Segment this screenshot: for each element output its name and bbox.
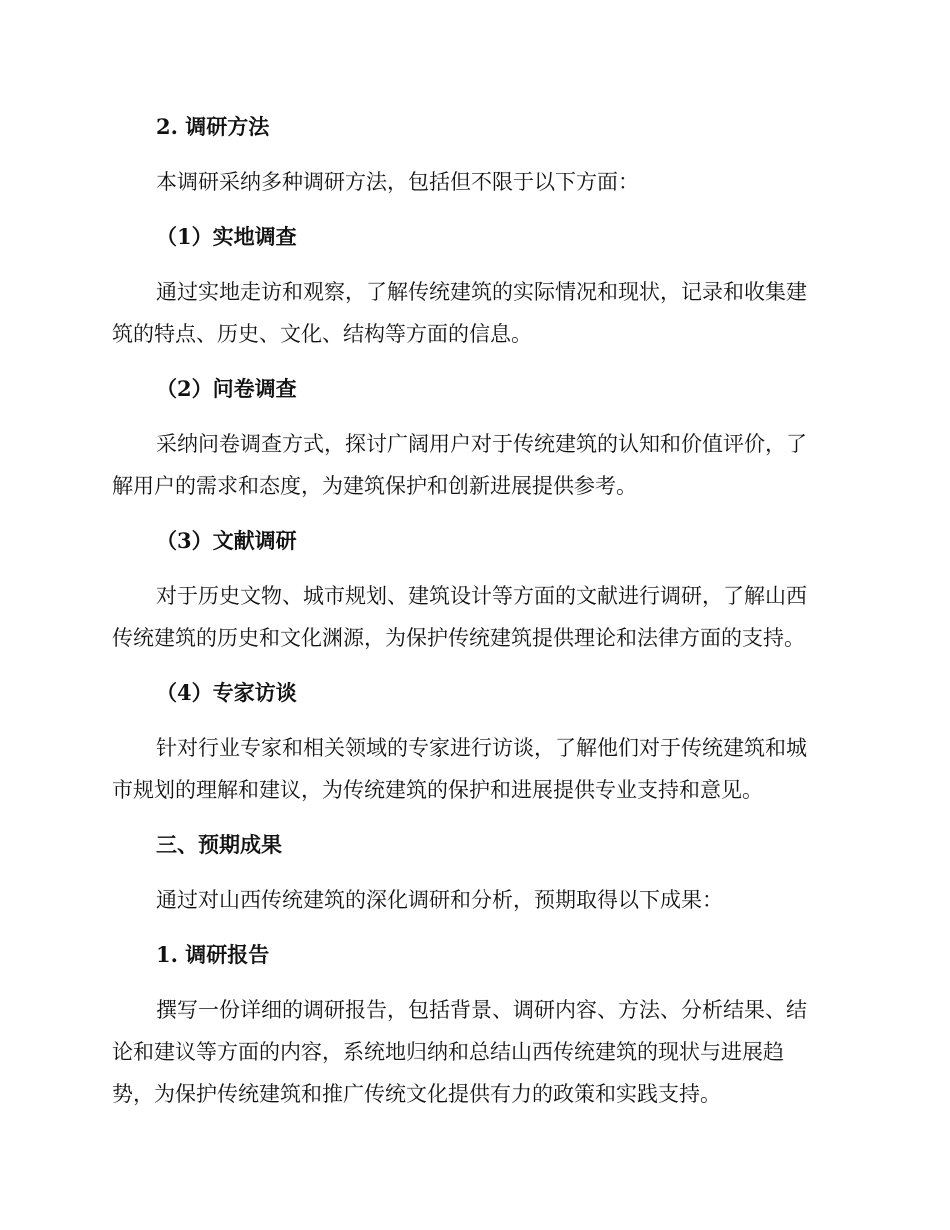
paragraph-line: 势，为保护传统建筑和推广传统文化提供有力的政策和实践支持。: [112, 1082, 721, 1106]
paragraph-line: 传统建筑的历史和文化渊源，为保护传统建筑提供理论和法律方面的支持。: [112, 626, 805, 650]
intro-results: [112, 879, 832, 921]
method1-paragraph: [112, 271, 832, 355]
result1-title: 1. 调研报告: [156, 942, 270, 967]
paragraph-line: 通过实地走访和观察，了解传统建筑的实际情况和现状，记录和收集建: [156, 280, 807, 304]
intro-methods: [112, 161, 832, 203]
method3-title: （3）文献调研: [156, 528, 297, 553]
method4-paragraph: [112, 727, 832, 811]
paragraph-line: 筑的特点、历史、文化、结构等方面的信息。: [112, 322, 532, 346]
method2-title: （2）问卷调查: [156, 376, 297, 401]
method3-paragraph: [112, 575, 832, 659]
paragraph-line: 对于历史文物、城市规划、建筑设计等方面的文献进行调研，了解山西: [156, 584, 807, 608]
method1-title: （1）实地调查: [156, 224, 297, 249]
paragraph-line: 解用户的需求和态度，为建筑保护和创新进展提供参考。: [112, 474, 637, 498]
section-heading-methods: 2. 调研方法: [156, 114, 270, 139]
section-heading-results: 三、预期成果: [156, 832, 282, 857]
paragraph-line: 针对行业专家和相关领域的专家进行访谈，了解他们对于传统建筑和城: [156, 736, 807, 760]
method2-paragraph: [112, 423, 832, 507]
paragraph-line: 采纳问卷调查方式，探讨广阔用户对于传统建筑的认知和价值评价，了: [156, 432, 807, 456]
result1-paragraph: [112, 989, 832, 1115]
intro-methods-line: 本调研采纳多种调研方法，包括但不限于以下方面：: [156, 170, 639, 194]
paragraph-line: 论和建议等方面的内容，系统地归纳和总结山西传统建筑的现状与进展趋: [112, 1040, 784, 1064]
method4-title: （4）专家访谈: [156, 680, 297, 705]
paragraph-line: 撰写一份详细的调研报告，包括背景、调研内容、方法、分析结果、结: [156, 998, 807, 1022]
intro-results-line: 通过对山西传统建筑的深化调研和分析，预期取得以下成果：: [156, 888, 723, 912]
paragraph-line: 市规划的理解和建议，为传统建筑的保护和进展提供专业支持和意见。: [112, 778, 763, 802]
